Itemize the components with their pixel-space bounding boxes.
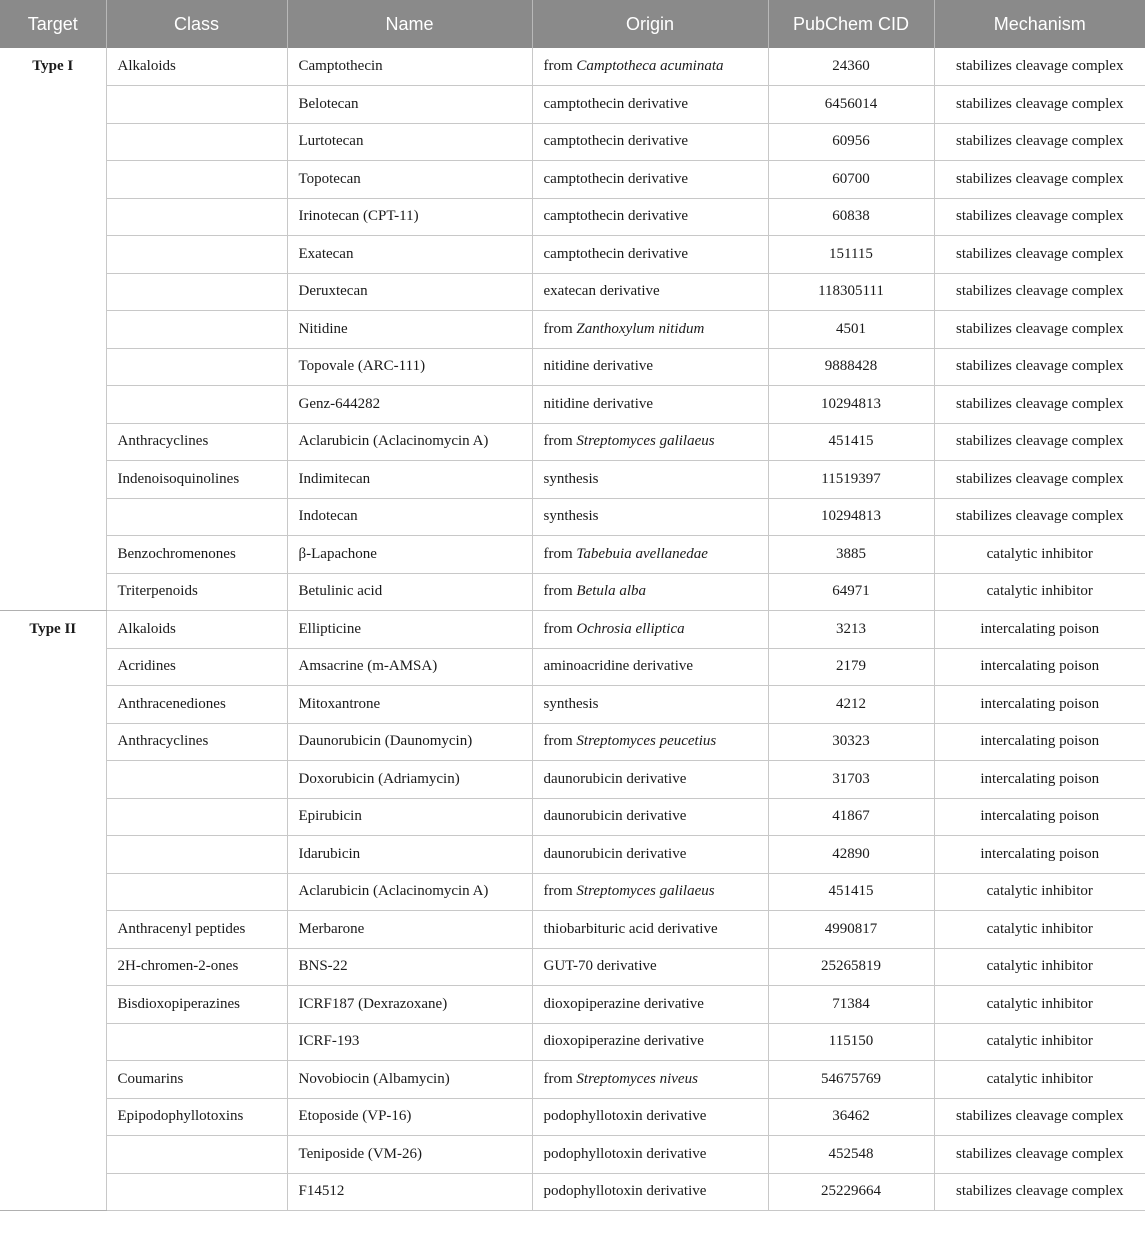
pubchem-cid-cell: 54675769 [768, 1061, 934, 1099]
mechanism-cell: stabilizes cleavage complex [934, 86, 1145, 124]
origin-text: camptothecin derivative [543, 133, 689, 150]
table-row [0, 1098, 1145, 1136]
class-cell [106, 273, 287, 311]
mechanism-cell: stabilizes cleavage complex [934, 1173, 1145, 1211]
origin-text: nitidine derivative [543, 395, 654, 412]
origin-organism: Zanthoxylum nitidum [576, 320, 705, 337]
name-cell: Doxorubicin (Adriamycin) [287, 761, 532, 799]
mechanism-cell: stabilizes cleavage complex [934, 461, 1145, 499]
pubchem-cid-cell: 3213 [768, 611, 934, 649]
origin-cell [532, 1173, 768, 1211]
origin-organism: Tabebuia avellanedae [576, 545, 708, 562]
name-cell: Exatecan [287, 236, 532, 274]
pubchem-cid-cell: 151115 [768, 236, 934, 274]
mechanism-cell: intercalating poison [934, 798, 1145, 836]
pubchem-cid-cell: 24360 [768, 48, 934, 86]
class-cell: Bisdioxopiperazines [106, 986, 287, 1024]
origin-text: from [543, 545, 577, 562]
origin-text: camptothecin derivative [543, 208, 689, 225]
origin-cell [532, 273, 768, 311]
origin-text: podophyllotoxin derivative [543, 1108, 707, 1125]
origin-organism: Betula alba [576, 583, 646, 600]
origin-cell [532, 761, 768, 799]
origin-organism: Camptotheca acuminata [576, 58, 724, 74]
mechanism-cell: stabilizes cleavage complex [934, 1136, 1145, 1174]
class-cell [106, 348, 287, 386]
class-cell: Coumarins [106, 1061, 287, 1099]
mechanism-cell: stabilizes cleavage complex [934, 348, 1145, 386]
origin-text: podophyllotoxin derivative [543, 1183, 707, 1200]
class-cell [106, 386, 287, 424]
origin-cell [532, 311, 768, 349]
target-cell: Type I [0, 48, 106, 611]
class-cell [106, 1136, 287, 1174]
mechanism-cell: intercalating poison [934, 611, 1145, 649]
name-cell: Camptothecin [287, 48, 532, 86]
table-row [0, 161, 1145, 199]
origin-cell [532, 48, 768, 86]
table-row [0, 873, 1145, 911]
mechanism-cell: stabilizes cleavage complex [934, 123, 1145, 161]
origin-cell [532, 573, 768, 611]
origin-cell [532, 686, 768, 724]
pubchem-cid-cell: 452548 [768, 1136, 934, 1174]
origin-text: dioxopiperazine derivative [543, 1033, 704, 1050]
origin-cell [532, 1136, 768, 1174]
table-row [0, 611, 1145, 649]
table-row [0, 311, 1145, 349]
pubchem-cid-cell: 60956 [768, 123, 934, 161]
pubchem-cid-cell: 6456014 [768, 86, 934, 124]
origin-organism: Streptomyces niveus [576, 1070, 698, 1087]
origin-text: daunorubicin derivative [543, 770, 687, 787]
mechanism-cell: intercalating poison [934, 723, 1145, 761]
origin-organism: Streptomyces galilaeus [576, 883, 715, 900]
origin-cell [532, 1061, 768, 1099]
name-cell: Etoposide (VP-16) [287, 1098, 532, 1136]
name-cell: Topotecan [287, 161, 532, 199]
origin-text: GUT-70 derivative [543, 958, 657, 975]
table-row [0, 48, 1145, 86]
name-cell: ICRF-193 [287, 1023, 532, 1061]
origin-cell [532, 648, 768, 686]
pubchem-cid-cell: 4501 [768, 311, 934, 349]
pubchem-cid-cell: 4990817 [768, 911, 934, 949]
origin-cell [532, 236, 768, 274]
class-cell: Anthracyclines [106, 423, 287, 461]
origin-text: thiobarbituric acid derivative [543, 920, 718, 937]
table-row [0, 911, 1145, 949]
origin-cell [532, 86, 768, 124]
origin-organism: Ochrosia elliptica [576, 620, 685, 637]
name-cell: Belotecan [287, 86, 532, 124]
origin-text: synthesis [543, 470, 599, 487]
mechanism-cell: catalytic inhibitor [934, 873, 1145, 911]
mechanism-cell: catalytic inhibitor [934, 573, 1145, 611]
name-cell: Lurtotecan [287, 123, 532, 161]
column-header-class: Class [106, 0, 287, 48]
table-row [0, 836, 1145, 874]
mechanism-cell: stabilizes cleavage complex [934, 386, 1145, 424]
origin-cell [532, 461, 768, 499]
mechanism-cell: stabilizes cleavage complex [934, 236, 1145, 274]
mechanism-cell: catalytic inhibitor [934, 911, 1145, 949]
table-row [0, 948, 1145, 986]
name-cell: Deruxtecan [287, 273, 532, 311]
origin-text: from [543, 883, 577, 900]
origin-cell [532, 1023, 768, 1061]
origin-text: from [543, 733, 577, 750]
origin-text: camptothecin derivative [543, 170, 689, 187]
name-cell: Amsacrine (m-AMSA) [287, 648, 532, 686]
table-row [0, 798, 1145, 836]
mechanism-cell: stabilizes cleavage complex [934, 161, 1145, 199]
pubchem-cid-cell: 10294813 [768, 386, 934, 424]
origin-text: synthesis [543, 508, 599, 525]
origin-cell [532, 536, 768, 574]
pubchem-cid-cell: 3885 [768, 536, 934, 574]
origin-text: podophyllotoxin derivative [543, 1145, 707, 1162]
class-cell [106, 1173, 287, 1211]
origin-cell [532, 911, 768, 949]
mechanism-cell: catalytic inhibitor [934, 948, 1145, 986]
name-cell: Teniposide (VM-26) [287, 1136, 532, 1174]
table-row [0, 236, 1145, 274]
name-cell: Novobiocin (Albamycin) [287, 1061, 532, 1099]
origin-cell [532, 873, 768, 911]
pubchem-cid-cell: 30323 [768, 723, 934, 761]
mechanism-cell: intercalating poison [934, 836, 1145, 874]
origin-cell [532, 798, 768, 836]
mechanism-cell: stabilizes cleavage complex [934, 311, 1145, 349]
origin-text: nitidine derivative [543, 358, 654, 375]
pubchem-cid-cell: 11519397 [768, 461, 934, 499]
name-cell: Aclarubicin (Aclacinomycin A) [287, 873, 532, 911]
table-header [0, 0, 1145, 48]
table-row [0, 1061, 1145, 1099]
target-cell: Type II [0, 611, 106, 1211]
column-header-mechanism: Mechanism [934, 0, 1145, 48]
mechanism-cell: intercalating poison [934, 648, 1145, 686]
mechanism-cell: intercalating poison [934, 761, 1145, 799]
origin-text: exatecan derivative [543, 283, 660, 300]
origin-text: from [543, 433, 577, 450]
class-cell: Indenoisoquinolines [106, 461, 287, 499]
pubchem-cid-cell: 118305111 [768, 273, 934, 311]
mechanism-cell: catalytic inhibitor [934, 1023, 1145, 1061]
name-cell: Mitoxantrone [287, 686, 532, 724]
name-cell: BNS-22 [287, 948, 532, 986]
origin-cell [532, 198, 768, 236]
table-row [0, 1136, 1145, 1174]
class-cell: Anthracenediones [106, 686, 287, 724]
table-body [0, 48, 1145, 1211]
origin-text: from [543, 620, 577, 637]
class-cell [106, 123, 287, 161]
origin-text: from [543, 320, 577, 337]
origin-cell [532, 1098, 768, 1136]
mechanism-cell: catalytic inhibitor [934, 536, 1145, 574]
origin-text: from [543, 58, 577, 74]
header-row [0, 0, 1145, 48]
origin-cell [532, 386, 768, 424]
pubchem-cid-cell: 36462 [768, 1098, 934, 1136]
name-cell: β-Lapachone [287, 536, 532, 574]
name-cell: Betulinic acid [287, 573, 532, 611]
column-header-origin: Origin [532, 0, 768, 48]
name-cell: Epirubicin [287, 798, 532, 836]
pubchem-cid-cell: 64971 [768, 573, 934, 611]
origin-text: dioxopiperazine derivative [543, 995, 704, 1012]
origin-cell [532, 948, 768, 986]
table-row [0, 686, 1145, 724]
pubchem-cid-cell: 9888428 [768, 348, 934, 386]
table-row [0, 648, 1145, 686]
origin-organism: Streptomyces peucetius [576, 733, 717, 750]
pubchem-cid-cell: 42890 [768, 836, 934, 874]
class-cell: Anthracyclines [106, 723, 287, 761]
table-row [0, 1023, 1145, 1061]
class-cell [106, 798, 287, 836]
pubchem-cid-cell: 451415 [768, 873, 934, 911]
table-row [0, 348, 1145, 386]
origin-text: aminoacridine derivative [543, 658, 694, 675]
origin-text: from [543, 1070, 577, 1087]
name-cell: Genz-644282 [287, 386, 532, 424]
mechanism-cell: stabilizes cleavage complex [934, 48, 1145, 86]
class-cell [106, 236, 287, 274]
table-row [0, 198, 1145, 236]
pubchem-cid-cell: 10294813 [768, 498, 934, 536]
origin-text: from [543, 583, 577, 600]
class-cell: Acridines [106, 648, 287, 686]
origin-text: camptothecin derivative [543, 245, 689, 262]
name-cell: Topovale (ARC-111) [287, 348, 532, 386]
name-cell: Irinotecan (CPT-11) [287, 198, 532, 236]
class-cell [106, 161, 287, 199]
pubchem-cid-cell: 25229664 [768, 1173, 934, 1211]
pubchem-cid-cell: 31703 [768, 761, 934, 799]
mechanism-cell: stabilizes cleavage complex [934, 1098, 1145, 1136]
class-cell: Alkaloids [106, 48, 287, 86]
class-cell: Anthracenyl peptides [106, 911, 287, 949]
class-cell [106, 1023, 287, 1061]
mechanism-cell: catalytic inhibitor [934, 1061, 1145, 1099]
origin-cell [532, 498, 768, 536]
table-row [0, 498, 1145, 536]
pubchem-cid-cell: 451415 [768, 423, 934, 461]
class-cell: Alkaloids [106, 611, 287, 649]
table-row [0, 86, 1145, 124]
class-cell [106, 198, 287, 236]
mechanism-cell: stabilizes cleavage complex [934, 273, 1145, 311]
class-cell: Benzochromenones [106, 536, 287, 574]
class-cell [106, 873, 287, 911]
name-cell: Indimitecan [287, 461, 532, 499]
table-row [0, 573, 1145, 611]
column-header-name: Name [287, 0, 532, 48]
origin-text: synthesis [543, 695, 599, 712]
name-cell: Merbarone [287, 911, 532, 949]
column-header-target: Target [0, 0, 106, 48]
pubchem-cid-cell: 2179 [768, 648, 934, 686]
table-row [0, 723, 1145, 761]
pubchem-cid-cell: 60838 [768, 198, 934, 236]
class-cell [106, 836, 287, 874]
origin-cell [532, 423, 768, 461]
origin-text: camptothecin derivative [543, 95, 689, 112]
origin-cell [532, 161, 768, 199]
name-cell: Ellipticine [287, 611, 532, 649]
mechanism-cell: stabilizes cleavage complex [934, 198, 1145, 236]
origin-cell [532, 723, 768, 761]
mechanism-cell: stabilizes cleavage complex [934, 423, 1145, 461]
class-cell [106, 761, 287, 799]
table-row [0, 1173, 1145, 1211]
origin-organism: Streptomyces galilaeus [576, 433, 715, 450]
class-cell: Epipodophyllotoxins [106, 1098, 287, 1136]
mechanism-cell: stabilizes cleavage complex [934, 498, 1145, 536]
origin-cell [532, 348, 768, 386]
pubchem-cid-cell: 115150 [768, 1023, 934, 1061]
table-row [0, 273, 1145, 311]
origin-cell [532, 123, 768, 161]
name-cell: Idarubicin [287, 836, 532, 874]
class-cell [106, 498, 287, 536]
table-row [0, 423, 1145, 461]
table-row [0, 461, 1145, 499]
name-cell: F14512 [287, 1173, 532, 1211]
mechanism-cell: intercalating poison [934, 686, 1145, 724]
table-row [0, 123, 1145, 161]
pubchem-cid-cell: 4212 [768, 686, 934, 724]
class-cell: 2H-chromen-2-ones [106, 948, 287, 986]
origin-text: daunorubicin derivative [543, 845, 687, 862]
name-cell: Nitidine [287, 311, 532, 349]
pubchem-cid-cell: 41867 [768, 798, 934, 836]
class-cell [106, 311, 287, 349]
origin-cell [532, 611, 768, 649]
table-row [0, 536, 1145, 574]
name-cell: Indotecan [287, 498, 532, 536]
table-row [0, 386, 1145, 424]
column-header-pubchem-cid: PubChem CID [768, 0, 934, 48]
origin-text: daunorubicin derivative [543, 808, 687, 825]
table-row [0, 986, 1145, 1024]
class-cell [106, 86, 287, 124]
origin-cell [532, 836, 768, 874]
pubchem-cid-cell: 60700 [768, 161, 934, 199]
table-row [0, 761, 1145, 799]
pubchem-cid-cell: 25265819 [768, 948, 934, 986]
name-cell: Daunorubicin (Daunomycin) [287, 723, 532, 761]
class-cell: Triterpenoids [106, 573, 287, 611]
origin-cell [532, 986, 768, 1024]
name-cell: ICRF187 (Dexrazoxane) [287, 986, 532, 1024]
pubchem-cid-cell: 71384 [768, 986, 934, 1024]
mechanism-cell: catalytic inhibitor [934, 986, 1145, 1024]
name-cell: Aclarubicin (Aclacinomycin A) [287, 423, 532, 461]
